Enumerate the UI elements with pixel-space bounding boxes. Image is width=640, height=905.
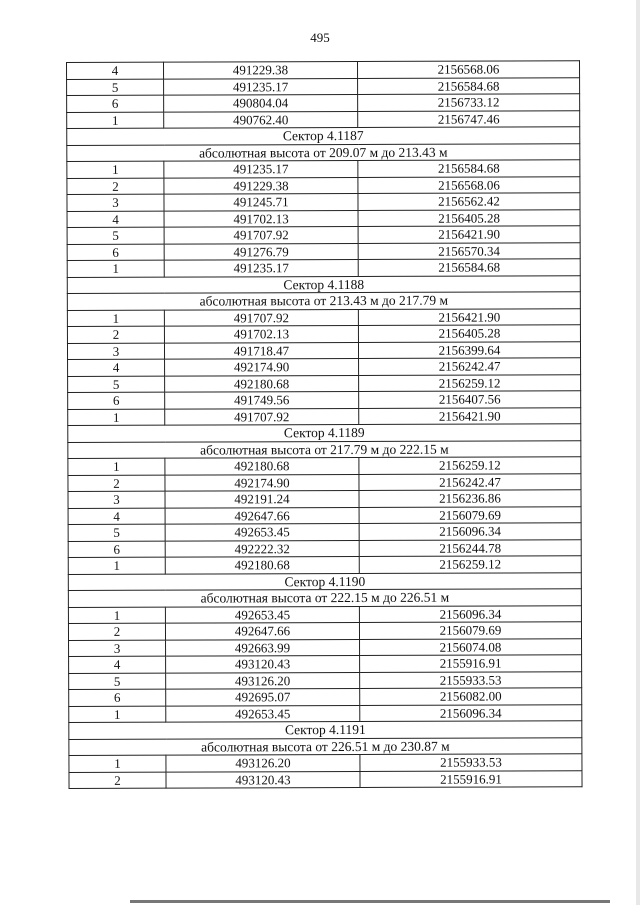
x-coordinate-cell: 492222.32 bbox=[165, 540, 359, 557]
x-coordinate-cell: 492180.68 bbox=[165, 556, 359, 573]
y-coordinate-cell: 2156570.34 bbox=[358, 242, 580, 259]
y-coordinate-cell: 2156079.69 bbox=[359, 506, 581, 523]
point-number-cell: 1 bbox=[68, 458, 165, 475]
table-row bbox=[67, 226, 580, 244]
sector-title: Сектор 4.1188 bbox=[67, 275, 580, 293]
y-coordinate-cell: 2156421.90 bbox=[358, 226, 580, 243]
table-row bbox=[69, 671, 582, 689]
sector-altitude-row bbox=[67, 143, 580, 161]
x-coordinate-cell: 492653.45 bbox=[165, 606, 359, 623]
point-number-cell: 1 bbox=[69, 706, 166, 723]
table-row bbox=[67, 193, 580, 211]
point-number-cell: 1 bbox=[69, 755, 166, 772]
table-row bbox=[69, 770, 582, 788]
y-coordinate-cell: 2156399.64 bbox=[358, 341, 580, 358]
point-number-cell: 4 bbox=[69, 656, 166, 673]
x-coordinate-cell: 493120.43 bbox=[166, 771, 360, 788]
point-number-cell: 3 bbox=[69, 640, 166, 657]
y-coordinate-cell: 2156082.00 bbox=[360, 688, 582, 705]
point-number-cell: 4 bbox=[68, 508, 165, 525]
point-number-cell: 5 bbox=[68, 376, 165, 393]
sector-altitude-row bbox=[69, 737, 582, 755]
x-coordinate-cell: 491707.92 bbox=[165, 408, 359, 425]
table-row bbox=[69, 704, 582, 722]
page-number: 495 bbox=[310, 30, 330, 45]
y-coordinate-cell: 2156405.28 bbox=[358, 209, 580, 226]
point-number-cell: 1 bbox=[68, 607, 165, 624]
sector-title-row bbox=[67, 127, 580, 145]
point-number-cell: 1 bbox=[67, 161, 164, 178]
sector-title: Сектор 4.1187 bbox=[67, 127, 580, 145]
y-coordinate-cell: 2156421.90 bbox=[358, 308, 580, 325]
y-coordinate-cell: 2156584.68 bbox=[358, 259, 580, 276]
sector-title: Сектор 4.1191 bbox=[69, 721, 582, 739]
table-row bbox=[67, 160, 580, 178]
x-coordinate-cell: 493120.43 bbox=[166, 655, 360, 672]
scan-edge-bottom bbox=[130, 900, 610, 903]
table-row bbox=[68, 407, 581, 425]
point-number-cell: 2 bbox=[67, 178, 164, 195]
table-row bbox=[68, 605, 581, 623]
table-row bbox=[67, 77, 580, 95]
sector-title-row bbox=[68, 424, 581, 442]
y-coordinate-cell: 2156236.86 bbox=[359, 490, 581, 507]
y-coordinate-cell: 2156242.47 bbox=[359, 358, 581, 375]
point-number-cell: 6 bbox=[67, 244, 164, 261]
table-row bbox=[67, 259, 580, 277]
table-row bbox=[68, 506, 581, 524]
x-coordinate-cell: 491702.13 bbox=[164, 325, 358, 342]
y-coordinate-cell: 2156407.56 bbox=[359, 391, 581, 408]
table-row bbox=[69, 754, 582, 772]
point-number-cell: 4 bbox=[67, 211, 164, 228]
table-row bbox=[68, 358, 581, 376]
y-coordinate-cell: 2156733.12 bbox=[358, 94, 580, 111]
point-number-cell: 1 bbox=[67, 112, 164, 129]
table-row bbox=[67, 341, 580, 359]
y-coordinate-cell: 2156074.08 bbox=[360, 638, 582, 655]
x-coordinate-cell: 490762.40 bbox=[164, 111, 358, 128]
point-number-cell: 2 bbox=[68, 623, 165, 640]
point-number-cell: 5 bbox=[67, 79, 164, 96]
x-coordinate-cell: 490804.04 bbox=[164, 94, 358, 111]
x-coordinate-cell: 491235.17 bbox=[164, 78, 358, 95]
point-number-cell: 1 bbox=[68, 409, 165, 426]
y-coordinate-cell: 2156079.69 bbox=[359, 622, 581, 639]
x-coordinate-cell: 492653.45 bbox=[166, 705, 360, 722]
x-coordinate-cell: 491707.92 bbox=[164, 309, 358, 326]
x-coordinate-cell: 491702.13 bbox=[164, 210, 358, 227]
y-coordinate-cell: 2155933.53 bbox=[360, 754, 582, 771]
point-number-cell: 5 bbox=[69, 673, 166, 690]
table-row bbox=[69, 638, 582, 656]
y-coordinate-cell: 2155916.91 bbox=[360, 770, 582, 787]
table-row bbox=[67, 61, 580, 79]
x-coordinate-cell: 493126.20 bbox=[166, 754, 360, 771]
x-coordinate-cell: 492180.68 bbox=[165, 457, 359, 474]
point-number-cell: 6 bbox=[68, 541, 165, 558]
point-number-cell: 5 bbox=[67, 227, 164, 244]
x-coordinate-cell: 492695.07 bbox=[166, 688, 360, 705]
coordinates-table-body bbox=[67, 61, 583, 789]
point-number-cell: 3 bbox=[67, 343, 164, 360]
point-number-cell: 2 bbox=[69, 772, 166, 789]
sector-altitude-row bbox=[68, 589, 581, 607]
table-row bbox=[67, 176, 580, 194]
table-row bbox=[67, 110, 580, 128]
x-coordinate-cell: 491229.38 bbox=[164, 61, 358, 78]
y-coordinate-cell: 2156405.28 bbox=[358, 325, 580, 342]
sector-title-row bbox=[67, 275, 580, 293]
x-coordinate-cell: 491229.38 bbox=[164, 177, 358, 194]
y-coordinate-cell: 2156568.06 bbox=[358, 176, 580, 193]
table-row bbox=[69, 688, 582, 706]
point-number-cell: 5 bbox=[68, 524, 165, 541]
point-number-cell: 6 bbox=[69, 689, 166, 706]
x-coordinate-cell: 491707.92 bbox=[164, 226, 358, 243]
y-coordinate-cell: 2156244.78 bbox=[359, 539, 581, 556]
table-row bbox=[67, 94, 580, 112]
x-coordinate-cell: 492653.45 bbox=[165, 523, 359, 540]
sector-altitude: абсолютная высота от 209.07 м до 213.43 м bbox=[67, 143, 580, 161]
point-number-cell: 1 bbox=[68, 557, 165, 574]
x-coordinate-cell: 492191.24 bbox=[165, 490, 359, 507]
sector-title: Сектор 4.1190 bbox=[68, 572, 581, 590]
point-number-cell: 3 bbox=[67, 194, 164, 211]
table-row bbox=[69, 655, 582, 673]
y-coordinate-cell: 2156259.12 bbox=[359, 457, 581, 474]
x-coordinate-cell: 492174.90 bbox=[165, 474, 359, 491]
y-coordinate-cell: 2156421.90 bbox=[359, 407, 581, 424]
x-coordinate-cell: 491235.17 bbox=[164, 160, 358, 177]
x-coordinate-cell: 491276.79 bbox=[164, 243, 358, 260]
sector-title-row bbox=[68, 572, 581, 590]
sector-altitude-row bbox=[68, 440, 581, 458]
y-coordinate-cell: 2156747.46 bbox=[358, 110, 580, 127]
table-row bbox=[67, 325, 580, 343]
point-number-cell: 6 bbox=[67, 95, 164, 112]
sector-altitude: абсолютная высота от 217.79 м до 222.15 м bbox=[68, 440, 581, 458]
sector-altitude: абсолютная высота от 222.15 м до 226.51 м bbox=[68, 589, 581, 607]
y-coordinate-cell: 2155916.91 bbox=[360, 655, 582, 672]
x-coordinate-cell: 491718.47 bbox=[164, 342, 358, 359]
sector-altitude: абсолютная высота от 213.43 м до 217.79 м bbox=[67, 292, 580, 310]
x-coordinate-cell: 492174.90 bbox=[165, 358, 359, 375]
x-coordinate-cell: 491749.56 bbox=[165, 391, 359, 408]
y-coordinate-cell: 2156584.68 bbox=[358, 77, 580, 94]
point-number-cell: 3 bbox=[68, 491, 165, 508]
x-coordinate-cell: 491235.17 bbox=[164, 259, 358, 276]
point-number-cell: 1 bbox=[67, 260, 164, 277]
coordinates-table bbox=[66, 60, 583, 789]
y-coordinate-cell: 2156096.34 bbox=[359, 605, 581, 622]
x-coordinate-cell: 492180.68 bbox=[165, 375, 359, 392]
y-coordinate-cell: 2156584.68 bbox=[358, 160, 580, 177]
point-number-cell: 4 bbox=[67, 62, 164, 79]
y-coordinate-cell: 2156096.34 bbox=[359, 523, 581, 540]
table-row bbox=[67, 308, 580, 326]
table-row bbox=[68, 374, 581, 392]
coordinates-sheet bbox=[66, 60, 579, 789]
y-coordinate-cell: 2156562.42 bbox=[358, 193, 580, 210]
sector-title-row bbox=[69, 721, 582, 739]
table-row bbox=[68, 523, 581, 541]
y-coordinate-cell: 2156259.12 bbox=[359, 374, 581, 391]
x-coordinate-cell: 492647.66 bbox=[165, 622, 359, 639]
table-row bbox=[68, 490, 581, 508]
table-row bbox=[68, 391, 581, 409]
point-number-cell: 1 bbox=[67, 310, 164, 327]
table-row bbox=[68, 457, 581, 475]
table-row bbox=[67, 242, 580, 260]
point-number-cell: 6 bbox=[68, 392, 165, 409]
y-coordinate-cell: 2156568.06 bbox=[357, 61, 579, 78]
sector-title: Сектор 4.1189 bbox=[68, 424, 581, 442]
x-coordinate-cell: 493126.20 bbox=[166, 672, 360, 689]
y-coordinate-cell: 2156259.12 bbox=[359, 556, 581, 573]
table-row bbox=[67, 209, 580, 227]
x-coordinate-cell: 491245.71 bbox=[164, 193, 358, 210]
y-coordinate-cell: 2155933.53 bbox=[360, 671, 582, 688]
x-coordinate-cell: 492663.99 bbox=[166, 639, 360, 656]
point-number-cell: 2 bbox=[67, 326, 164, 343]
point-number-cell: 2 bbox=[68, 475, 165, 492]
y-coordinate-cell: 2156096.34 bbox=[360, 704, 582, 721]
table-row bbox=[68, 539, 581, 557]
sector-altitude-row bbox=[67, 292, 580, 310]
table-row bbox=[68, 622, 581, 640]
table-row bbox=[68, 556, 581, 574]
sector-altitude: абсолютная высота от 226.51 м до 230.87 м bbox=[69, 737, 582, 755]
scan-edge-right bbox=[636, 0, 640, 905]
x-coordinate-cell: 492647.66 bbox=[165, 507, 359, 524]
point-number-cell: 4 bbox=[68, 359, 165, 376]
y-coordinate-cell: 2156242.47 bbox=[359, 473, 581, 490]
table-row bbox=[68, 473, 581, 491]
